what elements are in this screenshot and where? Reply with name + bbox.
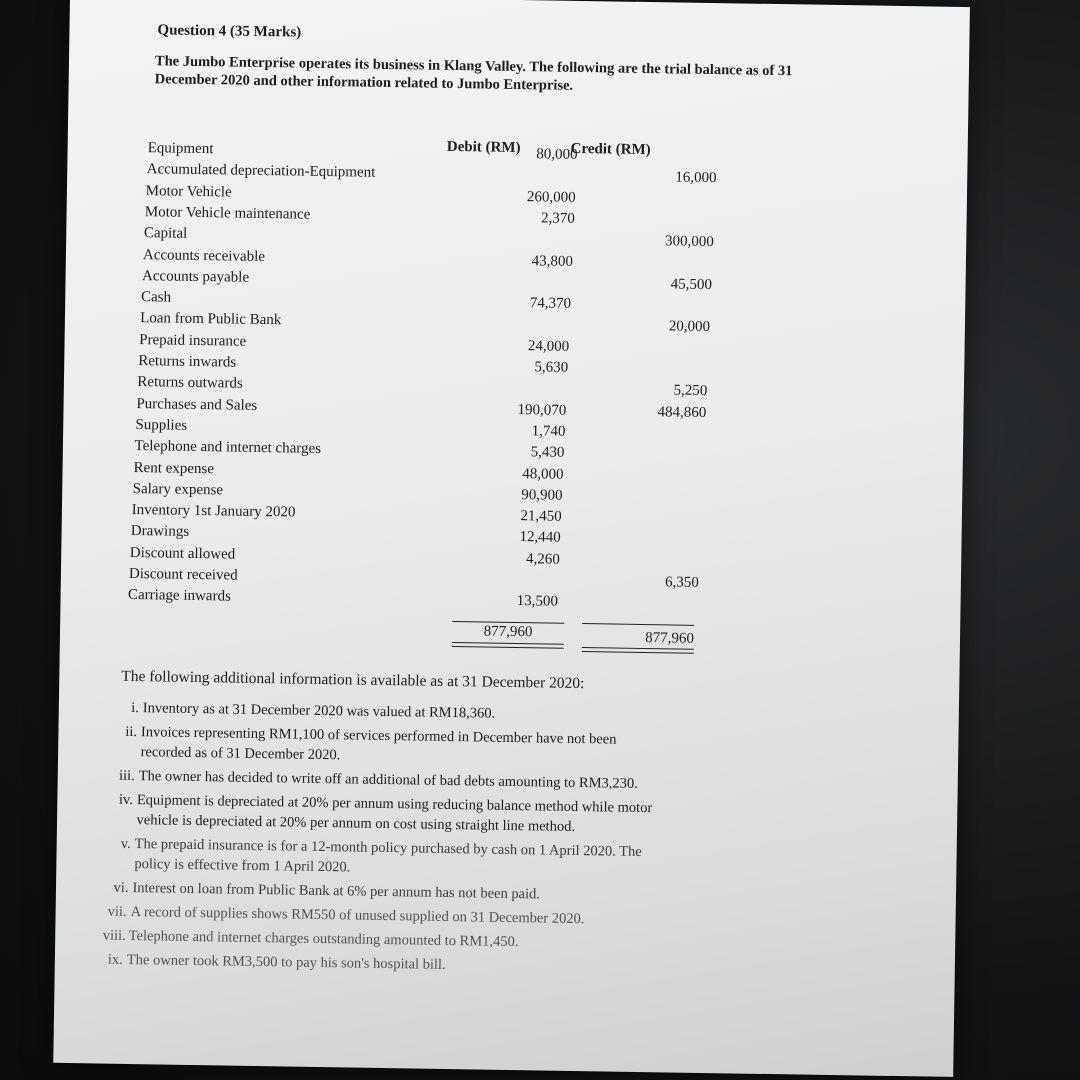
debit-amount: 13,500 (516, 593, 559, 610)
account-name: Motor Vehicle maintenance (144, 204, 311, 223)
item-number: i. (131, 699, 139, 717)
credit-amount (596, 424, 706, 426)
item-number: vii. (107, 903, 127, 920)
question-intro: The Jumbo Enterprise operates its business in Klang Valley. The following are the trial balance as of 31 December 2020 and other information related to Jumbo Enterprise. (154, 53, 793, 94)
account-name: Motor Vehicle (145, 182, 232, 201)
credit-amount: 16,000 (675, 169, 717, 187)
credit-amount (601, 296, 711, 298)
debit-amount: 4,260 (525, 550, 560, 568)
debit-amount: 2,370 (540, 210, 575, 227)
account-name: Prepaid insurance (139, 331, 247, 350)
item-text-line: The owner has decided to write off an additional of bad debts amounting to RM3,230. (138, 768, 638, 792)
account-name: Telephone and internet charges (134, 438, 322, 458)
item-number: ix. (107, 951, 123, 968)
item-text-line: Inventory as at 31 December 2020 was valued at RM18,360. (142, 700, 496, 722)
account-name: Inventory 1st January 2020 (131, 502, 296, 521)
debit-amount: 90,900 (521, 486, 563, 504)
account-name: Capital (143, 225, 188, 242)
credit-amount: 5,250 (673, 382, 708, 400)
account-name: Discount received (128, 565, 238, 584)
item-number: ii. (125, 723, 138, 741)
credit-subtotal-line (582, 623, 694, 626)
additional-info-item (120, 834, 785, 884)
debit-amount: 5,430 (530, 444, 565, 461)
item-text-line: The prepaid insurance is for a 12-month policy purchased by cash on 1 April 2020. The (134, 836, 642, 861)
item-number: iv. (118, 791, 134, 809)
credit-amount (595, 445, 705, 447)
item-text-line: vehicle is depreciated at 20% per annum on cost using straight line method. (136, 812, 576, 835)
account-name: Equipment (147, 140, 214, 158)
debit-amount: 12,440 (519, 529, 561, 547)
credit-amount (591, 531, 701, 533)
debit-amount: 80,000 (536, 146, 578, 163)
item-text-line: policy is effective from 1 April 2020. (134, 856, 351, 876)
account-name: Discount allowed (129, 544, 236, 563)
credit-amount (593, 488, 703, 490)
debit-amount: 43,800 (531, 252, 574, 270)
account-name: Accounts receivable (142, 246, 266, 265)
account-name: Returns outwards (137, 374, 243, 392)
additional-info-heading: The following additional information is available as at 31 December 2020: (121, 667, 585, 693)
item-text-line: recorded as of 31 December 2020. (140, 744, 341, 764)
credit-amount (594, 467, 704, 469)
account-name: Cash (140, 289, 172, 306)
debit-total: 877,960 (483, 623, 533, 641)
item-number: iii. (118, 767, 135, 785)
question-sheet (53, 0, 970, 1077)
additional-info-item (118, 790, 787, 840)
debit-double-underline (452, 642, 564, 649)
credit-amount (606, 190, 716, 192)
debit-amount: 74,370 (529, 295, 572, 312)
credit-amount: 6,350 (664, 574, 699, 591)
credit-amount (588, 594, 698, 596)
account-name: Carriage inwards (127, 587, 231, 605)
item-number: vi. (113, 879, 129, 896)
item-text-line: Telephone and internet charges outstanding amounted to RM1,450. (128, 927, 519, 951)
debit-header: Debit (RM) (446, 138, 521, 157)
credit-header: Credit (RM) (570, 140, 651, 159)
debit-amount: 190,070 (517, 401, 567, 419)
debit-amount: 21,450 (520, 508, 562, 525)
item-number: v. (120, 835, 131, 852)
credit-amount: 300,000 (664, 233, 714, 251)
credit-total: 877,960 (645, 630, 695, 647)
account-name: Accumulated depreciation-Equipment (146, 161, 376, 182)
debit-amount: 260,000 (526, 188, 576, 206)
item-text-line: Equipment is depreciated at 20% per annum using reducing balance method while motor (136, 792, 653, 817)
credit-amount (603, 254, 713, 256)
item-text-line: Interest on loan from Public Bank at 6% per annum has not been paid. (132, 880, 541, 903)
credit-double-underline (582, 647, 694, 654)
credit-amount: 45,500 (670, 276, 713, 293)
debit-amount: 24,000 (527, 337, 570, 355)
account-name: Supplies (135, 416, 188, 434)
account-name: Drawings (130, 523, 190, 541)
account-name: Salary expense (132, 480, 224, 499)
credit-amount (590, 552, 700, 554)
account-name: Returns inwards (138, 353, 237, 371)
account-name: Purchases and Sales (136, 395, 258, 414)
item-text-line: The owner took RM3,500 to pay his son's hospital bill. (126, 951, 446, 973)
credit-amount (605, 211, 715, 213)
debit-amount: 5,630 (534, 359, 569, 376)
question-title: Question 4 (35 Marks) (157, 22, 302, 41)
account-name: Rent expense (133, 459, 215, 477)
credit-amount (592, 509, 702, 511)
account-name: Loan from Public Bank (140, 310, 282, 329)
credit-amount: 20,000 (668, 318, 711, 336)
credit-amount (598, 360, 708, 362)
account-name: Accounts payable (141, 267, 250, 286)
debit-amount: 48,000 (522, 465, 564, 483)
debit-amount: 1,740 (531, 423, 566, 440)
credit-amount (608, 147, 718, 149)
credit-amount: 484,860 (657, 403, 707, 421)
additional-info-item (125, 722, 791, 772)
item-number: viii. (102, 927, 126, 944)
credit-amount (599, 339, 709, 341)
item-text-line: A record of supplies shows RM550 of unused supplied on 31 December 2020. (130, 903, 585, 928)
item-text-line: Invoices representing RM1,100 of services performed in December have not been (140, 724, 617, 748)
